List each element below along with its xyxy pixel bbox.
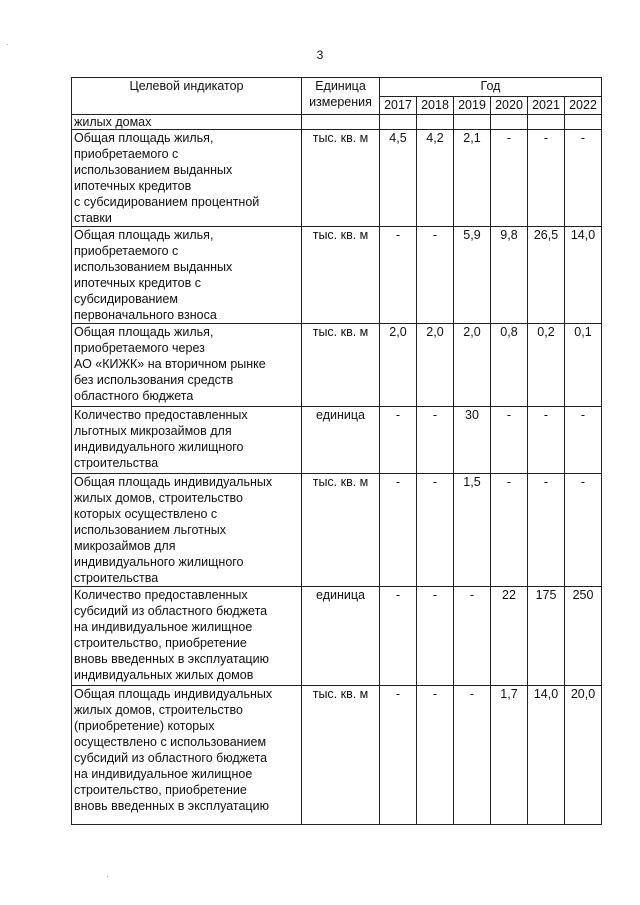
value-cell-2022: 14,0 <box>565 227 602 324</box>
indicator-line: которых осуществлено с <box>74 507 218 521</box>
value-cell-2019: 1,5 <box>454 474 491 587</box>
value-cell-2017: 4,5 <box>380 130 417 227</box>
header-year-2020: 2020 <box>491 97 528 115</box>
value-cell-2021: 26,5 <box>528 227 565 324</box>
header-year-2017: 2017 <box>380 97 417 115</box>
value-cell-2017: - <box>380 686 417 825</box>
table-row <box>72 474 602 587</box>
indicator-line: индивидуального жилищного <box>74 555 244 569</box>
value-cell-2019: 2,0 <box>454 324 491 407</box>
value-cell-2020: - <box>491 474 528 587</box>
indicator-line: субсидированием <box>74 292 178 306</box>
header-year: Год <box>380 78 602 97</box>
value-cell-2017: 2,0 <box>380 324 417 407</box>
value-cell-2017: - <box>380 227 417 324</box>
indicator-line: АО «КИЖК» на вторичном рынке <box>74 357 266 371</box>
page-number: 3 <box>316 48 324 62</box>
header-indicator: Целевой индикатор <box>72 78 302 115</box>
unit-cell: тыс. кв. м <box>302 474 380 587</box>
value-cell-2018: - <box>417 474 454 587</box>
table-row <box>72 324 602 407</box>
indicator-cell <box>72 587 302 686</box>
value-cell-2018: - <box>417 686 454 825</box>
indicator-line: приобретаемого через <box>74 341 205 355</box>
value-cell-2018: - <box>417 227 454 324</box>
value-cell-2020: - <box>491 130 528 227</box>
indicator-line: Количество предоставленных <box>74 588 248 602</box>
value-cell-2017: - <box>380 407 417 474</box>
continuation-text: жилых домах <box>72 115 302 130</box>
indicator-line: строительства <box>74 456 159 470</box>
value-cell-2017: - <box>380 587 417 686</box>
indicator-cell <box>72 407 302 474</box>
value-cell-2020: 1,7 <box>491 686 528 825</box>
header-year-2018: 2018 <box>417 97 454 115</box>
indicator-line: Общая площадь жилья, <box>74 325 214 339</box>
table-row <box>72 227 602 324</box>
header-row <box>72 78 602 97</box>
indicator-cell <box>72 686 302 825</box>
indicator-line: индивидуальных жилых домов <box>74 668 254 682</box>
indicator-line: жилых домов, строительство <box>74 491 243 505</box>
unit-cell: единица <box>302 407 380 474</box>
indicator-line: Общая площадь индивидуальных <box>74 475 273 489</box>
value-cell-2020: 9,8 <box>491 227 528 324</box>
value-cell-2018: 4,2 <box>417 130 454 227</box>
value-cell-2022: 250 <box>565 587 602 686</box>
indicator-line: Общая площадь жилья, <box>74 228 214 242</box>
header-year-2022: 2022 <box>565 97 602 115</box>
indicator-line: льготных микрозаймов для <box>74 424 232 438</box>
value-cell-2018: - <box>417 587 454 686</box>
value-cell-2022: 20,0 <box>565 686 602 825</box>
indicator-line: на индивидуальное жилищное <box>74 767 253 781</box>
indicator-cell <box>72 324 302 407</box>
value-cell-2020: - <box>491 407 528 474</box>
indicator-line: ставки <box>74 211 112 225</box>
indicator-line: на индивидуальное жилищное <box>74 620 253 634</box>
scan-mark: · <box>106 872 109 881</box>
header-year-2019: 2019 <box>454 97 491 115</box>
indicator-cell <box>72 130 302 227</box>
indicator-line: приобретаемого с <box>74 244 179 258</box>
value-cell-2019: 30 <box>454 407 491 474</box>
value-cell-2020: 22 <box>491 587 528 686</box>
value-cell-2022: 0,1 <box>565 324 602 407</box>
scan-mark: · <box>6 40 9 49</box>
unit-cell: тыс. кв. м <box>302 227 380 324</box>
value-cell-2021: 0,2 <box>528 324 565 407</box>
indicator-line: использованием льготных <box>74 523 227 537</box>
indicator-line: жилых домов, строительство <box>74 703 243 717</box>
unit-cell: тыс. кв. м <box>302 130 380 227</box>
unit-cell: единица <box>302 587 380 686</box>
indicator-line: Общая площадь индивидуальных <box>74 687 273 701</box>
value-cell-2020: 0,8 <box>491 324 528 407</box>
table-row <box>72 407 602 474</box>
indicator-line: Общая площадь жилья, <box>74 131 214 145</box>
value-cell-2021: - <box>528 474 565 587</box>
indicator-line: субсидий из областного бюджета <box>74 604 268 618</box>
continuation-row <box>72 115 602 130</box>
indicator-line: без использования средств <box>74 373 234 387</box>
indicator-line: Количество предоставленных <box>74 408 248 422</box>
indicator-line: приобретаемого с <box>74 147 179 161</box>
value-cell-2022: - <box>565 474 602 587</box>
indicator-line: ипотечных кредитов <box>74 179 192 193</box>
indicator-line: с субсидированием процентной <box>74 195 260 209</box>
indicator-line: строительства <box>74 571 159 585</box>
header-unit: Единица измерения <box>302 78 380 115</box>
table-row <box>72 587 602 686</box>
value-cell-2019: - <box>454 587 491 686</box>
indicator-line: микрозаймов для <box>74 539 176 553</box>
indicator-line: осуществлено с использованием <box>74 735 267 749</box>
value-cell-2018: 2,0 <box>417 324 454 407</box>
value-cell-2019: - <box>454 686 491 825</box>
indicator-line: вновь введенных в эксплуатацию <box>74 799 269 813</box>
value-cell-2022: - <box>565 407 602 474</box>
value-cell-2019: 5,9 <box>454 227 491 324</box>
indicator-line: первоначального взноса <box>74 308 217 322</box>
indicator-line: областного бюджета <box>74 389 194 403</box>
indicator-line: строительство, приобретение <box>74 783 247 797</box>
indicator-line: использованием выданных <box>74 260 233 274</box>
indicator-line: субсидий из областного бюджета <box>74 751 268 765</box>
value-cell-2019: 2,1 <box>454 130 491 227</box>
value-cell-2021: 175 <box>528 587 565 686</box>
table-row <box>72 686 602 825</box>
value-cell-2021: 14,0 <box>528 686 565 825</box>
indicator-cell <box>72 227 302 324</box>
value-cell-2021: - <box>528 407 565 474</box>
unit-cell: тыс. кв. м <box>302 324 380 407</box>
indicator-line: вновь введенных в эксплуатацию <box>74 652 269 666</box>
value-cell-2022: - <box>565 130 602 227</box>
value-cell-2018: - <box>417 407 454 474</box>
indicator-line: ипотечных кредитов с <box>74 276 201 290</box>
value-cell-2021: - <box>528 130 565 227</box>
value-cell-2017: - <box>380 474 417 587</box>
unit-cell: тыс. кв. м <box>302 686 380 825</box>
indicator-line: (приобретение) которых <box>74 719 215 733</box>
indicator-line: строительство, приобретение <box>74 636 247 650</box>
indicator-line: использованием выданных <box>74 163 233 177</box>
indicators-table <box>71 77 602 825</box>
header-year-2021: 2021 <box>528 97 565 115</box>
table-row <box>72 130 602 227</box>
indicator-line: индивидуального жилищного <box>74 440 244 454</box>
indicator-cell <box>72 474 302 587</box>
